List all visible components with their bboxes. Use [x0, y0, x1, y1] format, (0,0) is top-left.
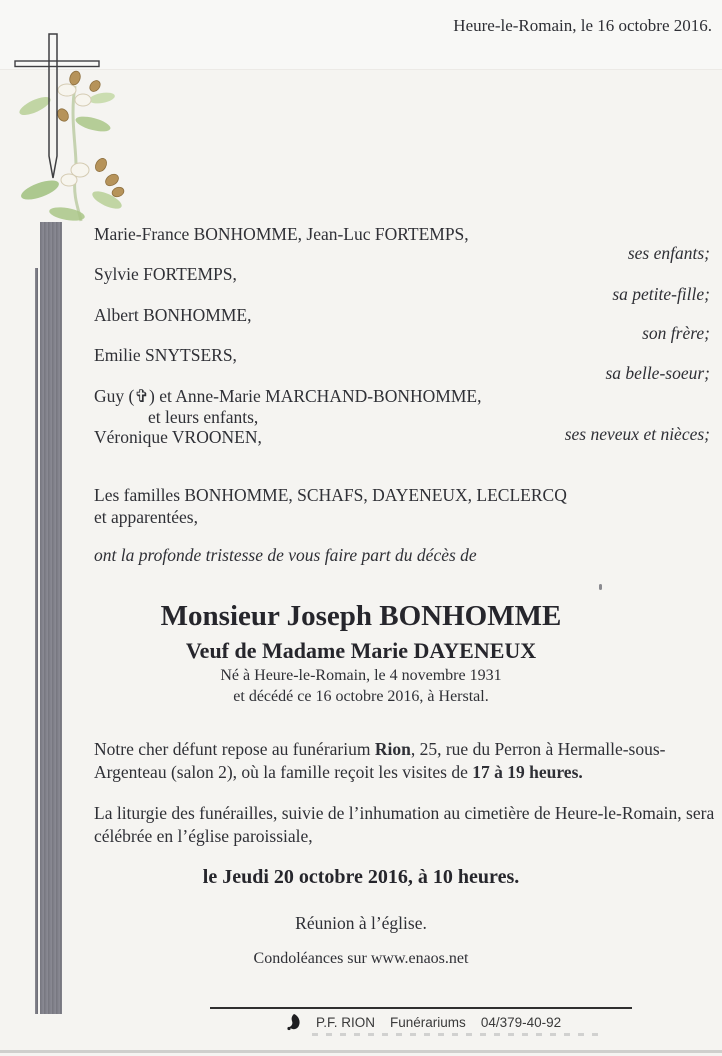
- footer-company: P.F. RION: [316, 1014, 376, 1030]
- liturgy-paragraph: La liturgie des funérailles, suivie de l’inhumation au cimetière de Heure-le-Romain, sera célébrée en l’église paroissiale,: [94, 803, 715, 846]
- visitation-paragraph: [94, 738, 718, 784]
- footer-category: Funérariums: [390, 1014, 466, 1030]
- relation-label: sa belle-soeur;: [605, 363, 710, 383]
- deceased-name-title: Monsieur Joseph BONHOMME: [160, 600, 562, 632]
- death-line: et décédé ce 16 octobre 2016, à Herstal.: [233, 688, 489, 705]
- footer-phone: 04/379-40-92: [480, 1014, 562, 1030]
- relation-label: sa petite-fille;: [612, 284, 710, 304]
- bottom-scan-edge-artifact: [0, 1050, 722, 1053]
- ceremony-date: le Jeudi 20 octobre 2016, à 10 heures.: [202, 866, 520, 888]
- families-line: Les familles BONHOMME, SCHAFS, DAYENEUX, LECLERCQ: [94, 485, 567, 505]
- relative-name: Sylvie FORTEMPS,: [94, 264, 237, 284]
- footer: [286, 1013, 561, 1031]
- families-line: et apparentées,: [94, 507, 198, 527]
- birth-line: Né à Heure-le-Romain, le 4 novembre 1931: [220, 667, 502, 684]
- cross-flowers-illustration: [5, 28, 155, 223]
- funeral-home-logo-icon: [286, 1013, 301, 1031]
- funeral-home-name: Rion: [374, 739, 411, 759]
- footer-illegible-subtext-artifact: [312, 1033, 602, 1036]
- relative-name: Marie-France BONHOMME, Jean-Luc FORTEMPS,: [94, 224, 469, 244]
- scan-speck-artifact: [599, 584, 602, 590]
- visitation-text: , 25, rue du Perron à Hermalle-sous-Argenteau (salon 2), où la famille reçoit les visites de: [94, 739, 666, 782]
- relative-name: et leurs enfants,: [148, 407, 259, 427]
- relation-label: son frère;: [642, 323, 710, 343]
- announcement-line: ont la profonde tristesse de vous faire part du décès de: [94, 545, 477, 565]
- relative-name: Guy (✞) et Anne-Marie MARCHAND-BONHOMME,: [94, 386, 482, 406]
- visitation-text: Notre cher défunt repose au funérarium: [94, 739, 375, 759]
- relative-name: Véronique VROONEN,: [94, 427, 262, 447]
- visiting-hours: 17 à 19 heures.: [472, 762, 583, 782]
- reunion-line: Réunion à l’église.: [295, 913, 427, 933]
- footer-divider: [210, 1007, 632, 1009]
- relation-label: ses neveux et nièces;: [564, 424, 710, 444]
- relative-name: Emilie SNYTSERS,: [94, 345, 237, 365]
- deceased-subtitle: Veuf de Madame Marie DAYENEUX: [185, 638, 537, 663]
- condolences-line: Condoléances sur www.enaos.net: [253, 950, 469, 967]
- relation-label: ses enfants;: [627, 243, 710, 263]
- relative-name: Albert BONHOMME,: [94, 305, 252, 325]
- dateline: Heure-le-Romain, le 16 octobre 2016.: [453, 16, 712, 35]
